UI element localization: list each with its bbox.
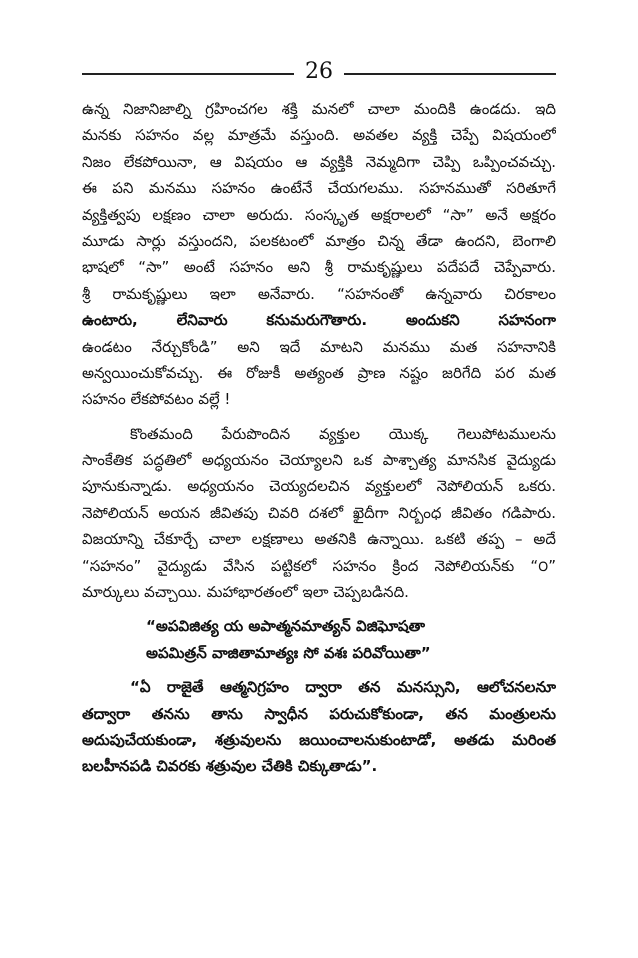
paragraph-line: భాషలో “సా” అంటే సహనం అని శ్రీ రామకృష్ణులు పదేపదే చెప్పేవారు.	[82, 258, 556, 277]
sanskrit-verse	[82, 613, 556, 666]
verse-line: “అపవిజిత్య య అపాత్మనమాత్యన్ విజిఘోషతా	[146, 617, 425, 636]
page-header	[82, 54, 556, 94]
paragraph-line: ఈ పని మనము సహనం ఉంటేనే చేయగలము. సహనముతో సరితూగే	[82, 179, 556, 198]
page-body	[82, 96, 556, 780]
translation-line: తద్వారా తనను తాను స్వాధీన పరుచుకోకుండా, తన మంత్రులను	[82, 704, 556, 723]
header-rule-left	[82, 73, 294, 75]
paragraph-line: ఉన్న నిజానిజాల్ని గ్రహించగల శక్తి మనలో చాలా మందికి ఉండదు. ఇది	[82, 100, 556, 118]
paragraph-1	[82, 96, 556, 413]
paragraph-line: సాంకేతిక పద్ధతిలో అధ్యయనం చెయ్యాలని ఒక పాశ్చాత్య మానసిక వైద్యుడు	[82, 451, 556, 470]
paragraph-line: నిజం లేకపోయినా, ఆ విషయం ఆ వ్యక్తికి నెమ్మదిగా చెప్పి ఒప్పించవచ్చు.	[82, 152, 556, 171]
verse-translation	[82, 674, 556, 780]
paragraph-2	[82, 421, 556, 606]
paragraph-line: ఉండటం నేర్చుకోండి” అని ఇదే మాటని మనము మత సహనానికి	[82, 337, 556, 356]
paragraph-line: కొంతమంది పేరుపొందిన వ్యక్తుల యొక్క గెలుపోటములను	[130, 424, 556, 443]
paragraph-line: నెపోలియన్ అయన జీవితపు చివరి దశలో ఖైదీగా నిర్బంధ జీవితం గడిపారు.	[82, 503, 556, 522]
verse-line: అపమిత్రన్ వాజితామాత్యః సో వశః పరివోయితా”	[146, 643, 431, 662]
paragraph-line: అన్వయించుకోవచ్చు. ఈ రోజుకీ అత్యంత ప్రాణ నష్టం జరిగేది పర మత	[82, 363, 556, 382]
paragraph-line: విజయాన్ని చేకూర్చే చాలా లక్షణాలు అతనికి ఉన్నాయి. ఒకటి తప్ప – అదే	[82, 530, 556, 549]
paragraph-gap	[82, 413, 556, 421]
paragraph-line: వ్యక్తిత్వపు లక్షణం చాలా అరుదు. సంస్కృత అక్షరాలలో “సా” అనే అక్షరం	[82, 205, 556, 224]
quote-line: ఉంటారు, లేనివారు కనుమరుగౌతారు. అందుకని సహనంగా	[82, 311, 556, 330]
paragraph-line: మనకు సహనం వల్ల మాత్రమే వస్తుంది. అవతల వ్యక్తి చెప్పే విషయంలో	[82, 126, 556, 145]
paragraph-gap	[82, 605, 556, 613]
page-number: 26	[305, 59, 333, 84]
paragraph-line: మార్కులు వచ్చాయి. మహాభారతంలో ఇలా చెప్పబడినది.	[82, 583, 409, 602]
paragraph-line: సహనం లేకపోవటం వల్లే !	[82, 390, 231, 409]
paragraph-gap	[82, 666, 556, 674]
translation-line: బలహీనపడి చివరకు శత్రువుల చేతికి చిక్కుతాడు”.	[82, 757, 378, 776]
translation-line: అదుపుచేయకుండా, శత్రువులను జయించాలనుకుంటాడో, అతడు మరింత	[82, 730, 556, 749]
paragraph-line: “సహనం” వైద్యుడు వేసిన పట్టికలో సహనం క్రింద నెపోలియన్‌కు “౦”	[82, 556, 556, 575]
translation-line: “ఏ రాజైతే ఆత్మనిగ్రహం ద్వారా తన మనస్సుని, ఆలోచనలనూ	[130, 678, 556, 697]
header-rule-right	[344, 73, 556, 75]
paragraph-line: శ్రీ రామకృష్ణులు ఇలా అనేవారు. “సహనంతో ఉన్నవారు చిరకాలం	[82, 284, 556, 303]
paragraph-line: పూనుకున్నాడు. అధ్యయనం చెయ్యదలచిన వ్యక్తులలో నెపోలియన్ ఒకరు.	[82, 477, 556, 496]
paragraph-line: మూడు సార్లు వస్తుందని, పలకటంలో మాత్రం చిన్న తేడా ఉందని, బెంగాలి	[82, 231, 556, 250]
